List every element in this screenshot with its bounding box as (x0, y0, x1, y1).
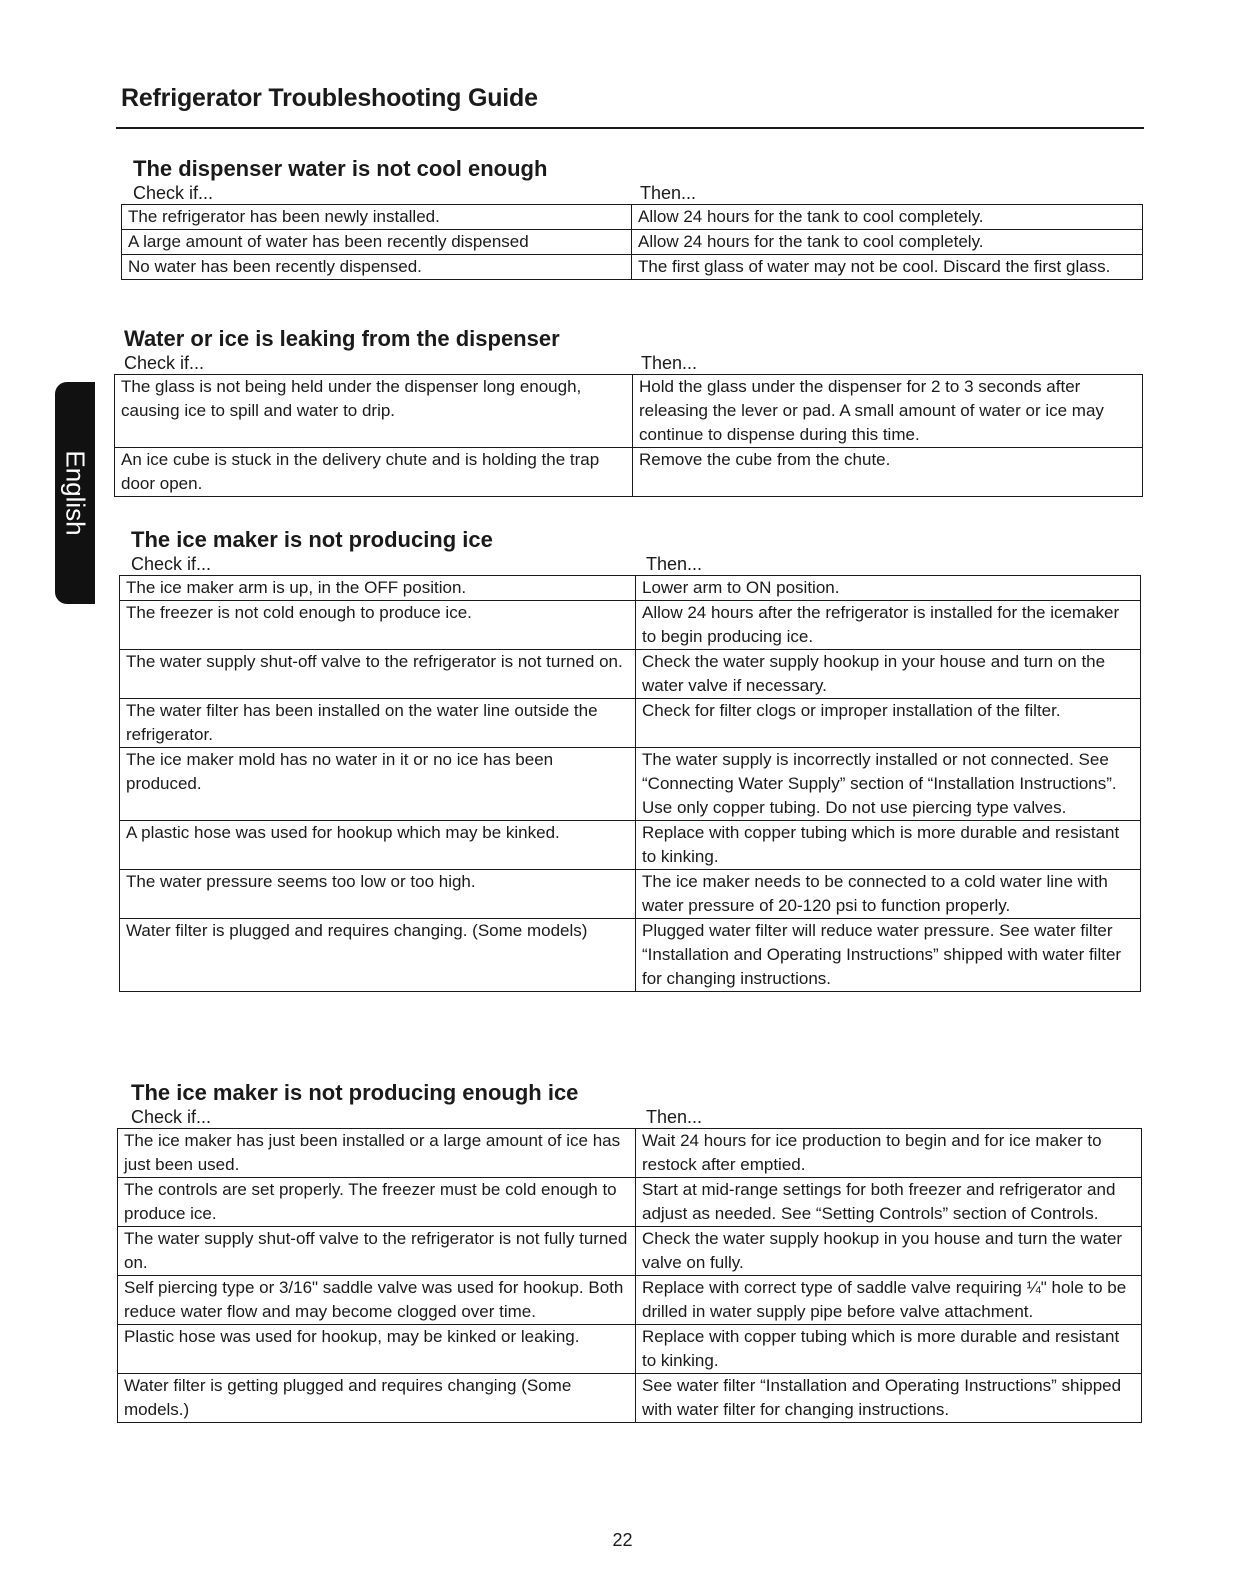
check-cell: The water filter has been installed on the water line outside the refrigerator. (120, 699, 636, 748)
table-row (122, 255, 1143, 280)
table-row (120, 821, 1141, 870)
troubleshooting-table (114, 374, 1143, 497)
table-row (118, 1276, 1142, 1325)
check-cell: No water has been recently dispensed. (122, 255, 632, 280)
section-heading: The dispenser water is not cool enough (133, 156, 548, 181)
table-row (120, 870, 1141, 919)
check-cell: The ice maker mold has no water in it or no ice has been produced. (120, 748, 636, 821)
table-row (118, 1227, 1142, 1276)
table-row (115, 448, 1143, 497)
section-ice-maker-not-enough (117, 1080, 1142, 1423)
check-cell: The freezer is not cold enough to produce ice. (120, 601, 636, 650)
check-cell: The water pressure seems too low or too high. (120, 870, 636, 919)
title-divider (116, 127, 1144, 129)
then-cell: Remove the cube from the chute. (633, 448, 1143, 497)
check-cell: The water supply shut-off valve to the refrigerator is not fully turned on. (118, 1227, 636, 1276)
then-cell: Replace with correct type of saddle valve requiring ¼" hole to be drilled in water supply pipe before valve attachment. (636, 1276, 1142, 1325)
section-ice-maker-not-producing (119, 527, 1141, 992)
troubleshooting-table (121, 204, 1143, 280)
then-cell: Replace with copper tubing which is more durable and resistant to kinking. (636, 821, 1141, 870)
table-row (118, 1325, 1142, 1374)
then-column-header: Then... (641, 353, 698, 373)
check-cell: A plastic hose was used for hookup which may be kinked. (120, 821, 636, 870)
then-cell: See water filter “Installation and Operating Instructions” shipped with water filter for changing instructions. (636, 1374, 1142, 1423)
page-title: Refrigerator Troubleshooting Guide (121, 84, 538, 112)
then-cell: Lower arm to ON position. (636, 576, 1141, 601)
check-column-header: Check if... (124, 353, 205, 373)
check-cell: The refrigerator has been newly installed. (122, 205, 632, 230)
table-row (118, 1129, 1142, 1178)
table-row (120, 576, 1141, 601)
then-column-header: Then... (646, 1107, 703, 1127)
then-cell: Check the water supply hookup in your house and turn on the water valve if necessary. (636, 650, 1141, 699)
column-headers (119, 553, 1141, 575)
check-cell: Water filter is plugged and requires changing. (Some models) (120, 919, 636, 992)
table-row (120, 748, 1141, 821)
check-cell: Plastic hose was used for hookup, may be kinked or leaking. (118, 1325, 636, 1374)
check-cell: An ice cube is stuck in the delivery chute and is holding the trap door open. (115, 448, 633, 497)
table-row (122, 205, 1143, 230)
language-tab (55, 382, 95, 604)
then-cell: The ice maker needs to be connected to a cold water line with water pressure of 20-120 psi to function properly. (636, 870, 1141, 919)
language-tab-label: English (60, 450, 91, 536)
then-cell: Allow 24 hours for the tank to cool completely. (632, 205, 1143, 230)
check-column-header: Check if... (131, 554, 212, 574)
table-row (122, 230, 1143, 255)
table-row (118, 1178, 1142, 1227)
column-headers (114, 352, 1143, 374)
check-cell: The water supply shut-off valve to the refrigerator is not turned on. (120, 650, 636, 699)
check-cell: Water filter is getting plugged and requires changing (Some models.) (118, 1374, 636, 1423)
check-cell: The glass is not being held under the dispenser long enough, causing ice to spill and water to drip. (115, 375, 633, 448)
table-row (118, 1374, 1142, 1423)
table-row (120, 601, 1141, 650)
then-cell: Hold the glass under the dispenser for 2 to 3 seconds after releasing the lever or pad. A small amount of water or ice may continue to dispense during this time. (633, 375, 1143, 448)
troubleshooting-table (119, 575, 1141, 992)
then-cell: Wait 24 hours for ice production to begin and for ice maker to restock after emptied. (636, 1129, 1142, 1178)
section-heading: The ice maker is not producing enough ice (131, 1080, 579, 1105)
then-cell: The water supply is incorrectly installed or not connected. See “Connecting Water Supply” section of “Installation Instructions”. Use only copper tubing. Do not use piercing type valves. (636, 748, 1141, 821)
check-column-header: Check if... (131, 1107, 212, 1127)
then-cell: Check for filter clogs or improper installation of the filter. (636, 699, 1141, 748)
check-cell: Self piercing type or 3/16" saddle valve was used for hookup. Both reduce water flow and may become clogged over time. (118, 1276, 636, 1325)
then-cell: Start at mid-range settings for both freezer and refrigerator and adjust as needed. See “Setting Controls” section of Controls. (636, 1178, 1142, 1227)
page-number: 22 (612, 1530, 633, 1550)
section-heading: The ice maker is not producing ice (131, 527, 493, 552)
then-cell: Check the water supply hookup in you house and turn the water valve on fully. (636, 1227, 1142, 1276)
then-cell: Allow 24 hours after the refrigerator is installed for the icemaker to begin producing ice. (636, 601, 1141, 650)
column-headers (117, 1106, 1142, 1128)
table-row (120, 650, 1141, 699)
check-cell: A large amount of water has been recently dispensed (122, 230, 632, 255)
troubleshooting-table (117, 1128, 1142, 1423)
then-cell: Plugged water filter will reduce water pressure. See water filter “Installation and Operating Instructions” shipped with water filter for changing instructions. (636, 919, 1141, 992)
table-row (120, 699, 1141, 748)
check-cell: The ice maker arm is up, in the OFF position. (120, 576, 636, 601)
then-cell: Allow 24 hours for the tank to cool completely. (632, 230, 1143, 255)
table-row (120, 919, 1141, 992)
then-column-header: Then... (640, 183, 697, 203)
check-column-header: Check if... (133, 183, 214, 203)
section-dispenser-water-not-cool (121, 156, 1143, 280)
check-cell: The ice maker has just been installed or a large amount of ice has just been used. (118, 1129, 636, 1178)
table-row (115, 375, 1143, 448)
column-headers (121, 182, 1143, 204)
then-cell: Replace with copper tubing which is more durable and resistant to kinking. (636, 1325, 1142, 1374)
then-cell: The first glass of water may not be cool. Discard the first glass. (632, 255, 1143, 280)
check-cell: The controls are set properly. The freezer must be cold enough to produce ice. (118, 1178, 636, 1227)
section-heading: Water or ice is leaking from the dispenser (124, 326, 560, 351)
section-leaking-from-dispenser (114, 326, 1143, 497)
then-column-header: Then... (646, 554, 703, 574)
